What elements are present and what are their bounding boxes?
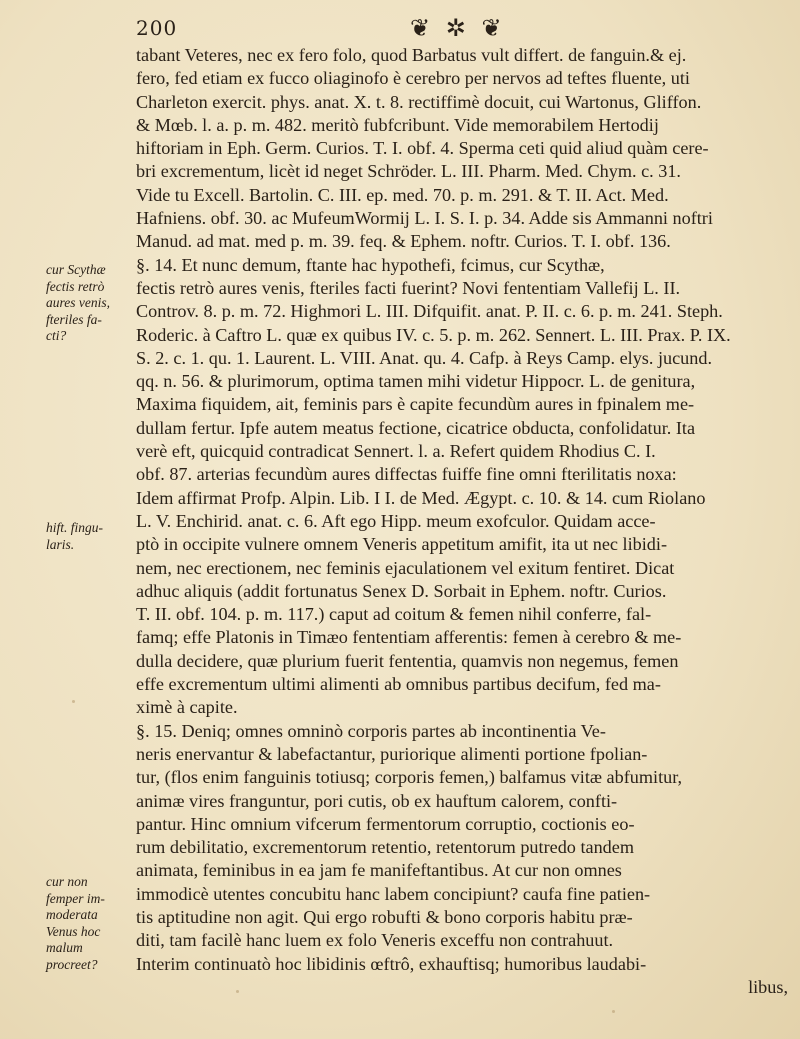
main-text-block — [136, 44, 788, 999]
section-15-start: §. 15. Deniq; omnes omninò corporis partes ab incontinentia Ve- — [136, 720, 606, 741]
text-line: Idem affirmat Profp. Alpin. Lib. I I. de Med. Ægypt. c. 10. & 14. cum Riolano — [136, 487, 706, 508]
text-line: neris enervantur & labefactantur, puriorique alimenti portione fpolian- — [136, 743, 648, 764]
margin-note-line: cur Scythæ — [46, 262, 106, 277]
text-line: dullam fertur. Ipfe autem meatus fectione, cicatrice obducta, confolidatur. Ita — [136, 417, 696, 438]
text-line: fectis retrò aures venis, fteriles facti fuerint? Novi fententiam Vallefij L. II. — [136, 277, 681, 298]
text-line: ximè à capite. — [136, 697, 238, 718]
text-line: Manud. ad mat. med p. m. 39. feq. & Ephem. noftr. Curios. T. I. obf. 136. — [136, 231, 671, 252]
text-line: ptò in occipite vulnere omnem Veneris appetitum amifit, ita ut nec libidi- — [136, 534, 668, 555]
text-line: immodicè utentes concubitu hanc labem concipiunt? caufa fine patien- — [136, 883, 651, 904]
text-line: T. II. obf. 104. p. m. 117.) caput ad coitum & femen nihil conferre, fal- — [136, 604, 652, 625]
text-line: verè eft, quicquid contradicat Sennert. l. a. Refert quidem Rhodius C. I. — [136, 441, 656, 462]
margin-note-line: fteriles fa- — [46, 311, 102, 327]
text-line: rum debilitatio, excrementorum retentio, retentorum putredo tandem — [136, 837, 634, 858]
margin-note-line: procreet? — [46, 956, 98, 972]
text-line: L. V. Enchirid. anat. c. 6. Aft ego Hipp. meum exofculor. Quidam acce- — [136, 510, 656, 531]
margin-note-line: cti? — [46, 328, 67, 343]
margin-note-line: laris. — [46, 536, 75, 552]
margin-note-line: fectis retrò — [46, 278, 105, 294]
section-14-start: §. 14. Et nunc demum, ftante hac hypothefi, fcimus, cur Scythæ, — [136, 254, 605, 275]
text-line: tis aptitudine non agit. Qui ergo robufti & bono corporis habitu præ- — [136, 906, 633, 927]
text-line: nem, nec erectionem, nec feminis ejaculationem vel exitum fentiret. Dicat — [136, 557, 675, 578]
margin-note-line: femper im- — [46, 890, 105, 906]
paper-speck — [612, 1010, 615, 1013]
margin-note-line: Venus hoc — [46, 923, 101, 939]
margin-note-line: cur non — [46, 874, 88, 889]
text-line: effe excrementum ultimi alimenti ab omnibus partibus decifum, fed ma- — [136, 674, 661, 695]
text-line: Hafniens. obf. 30. ac MufeumWormij L. I. S. I. p. 34. Adde sis Ammanni noftri — [136, 208, 713, 229]
text-line: adhuc aliquis (addit fortunatus Senex D. Sorbait in Ephem. noftr. Curios. — [136, 580, 667, 601]
page-header — [130, 14, 780, 42]
margin-note-cur-non — [46, 874, 132, 973]
text-line: Controv. 8. p. m. 72. Highmori L. III. Difquifit. anat. P. II. c. 6. p. m. 241. Steph. — [136, 301, 723, 322]
text-line: Roderic. à Caftro L. quæ ex quibus IV. c. 5. p. m. 262. Sennert. L. III. Prax. P. IX. — [136, 324, 731, 345]
paper-speck — [236, 990, 239, 993]
paper-speck — [72, 700, 75, 703]
text-line: Charleton exercit. phys. anat. X. t. 8. rectiffimè docuit, cui Wartonus, Gliffon. — [136, 91, 702, 112]
text-line: animata, feminibus in ea jam fe manifeftantibus. At cur non omnes — [136, 860, 622, 881]
text-line: tur, (flos enim fanguinis totiusq; corporis femen,) balfamus vitæ abfumitur, — [136, 767, 683, 788]
text-line: qq. n. 56. & plurimorum, optima tamen mihi videtur Hippocr. L. de genitura, — [136, 371, 696, 392]
page-number: 200 — [136, 16, 178, 40]
margin-note-historia — [46, 520, 132, 553]
text-line: diti, tam facilè hanc luem ex folo Veneris exceffu non contrahuut. — [136, 930, 614, 951]
header-ornament: ❦ ✲ ❦ — [410, 14, 506, 42]
text-line: obf. 87. arterias fecundùm aures diffectas fuiffe fine omni fterilitatis noxa: — [136, 464, 677, 485]
text-line: dulla decidere, quæ plurium fuerit fententia, quamvis non negemus, femen — [136, 650, 679, 671]
text-line: famq; effe Platonis in Timæo fententiam afferentis: femen à cerebro & me- — [136, 627, 682, 648]
text-line: Maxima fiquidem, ait, feminis pars è capite fecundùm aures in fpinalem me- — [136, 394, 695, 415]
text-line: Interim continuatò hoc libidinis œftrô, exhauftisq; humoribus laudabi- — [136, 953, 647, 974]
text-line: bri excrementum, licèt id neget Schröder. L. III. Pharm. Med. Chym. c. 31. — [136, 161, 681, 182]
margin-note-scythae — [46, 262, 132, 345]
text-line: S. 2. c. 1. qu. 1. Laurent. L. VIII. Anat. qu. 4. Cafp. à Reys Camp. elys. jucund. — [136, 347, 713, 368]
text-line: pantur. Hinc omnium vifcerum fermentorum corruptio, coctionis eo- — [136, 813, 635, 834]
text-line: Vide tu Excell. Bartolin. C. III. ep. med. 70. p. m. 291. & T. II. Act. Med. — [136, 184, 669, 205]
text-line: animæ vires franguntur, pori cutis, ob ex hauftum calorem, confti- — [136, 790, 618, 811]
text-line: hiftoriam in Eph. Germ. Curios. T. I. obf. 4. Sperma ceti quid aliud quàm cere- — [136, 138, 709, 159]
text-line: & Mœb. l. a. p. m. 482. meritò fubfcribunt. Vide memorabilem Hertodij — [136, 114, 659, 135]
catchword-line: libus, — [748, 976, 788, 997]
text-line: fero, fed etiam ex fucco oliaginofo è cerebro per nervos ad teftes fluente, uti — [136, 68, 690, 89]
margin-note-line: hift. fingu- — [46, 520, 103, 535]
text-line: tabant Veteres, nec ex fero folo, quod Barbatus vult differt. de fanguin.& ej. — [136, 45, 687, 65]
margin-note-line: aures venis, — [46, 295, 110, 310]
margin-note-line: moderata — [46, 907, 98, 922]
margin-note-line: malum — [46, 940, 83, 955]
